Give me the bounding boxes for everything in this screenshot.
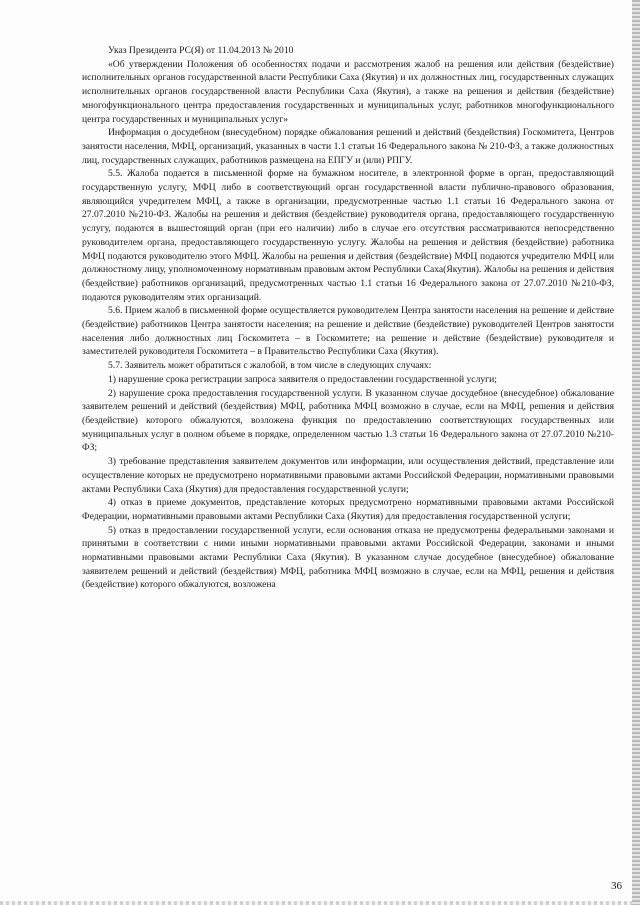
list-item-5: 5) отказ в предоставлении государственной услуги, если основания отказа не предусмотрены федеральными законами и принятыми в соответствии с ними иными нормативными правовыми актами Российской Федерации, законами и иными нормативными правовыми актами Республики Саха (Якутия). В указанном случае досудебное (внесудебное) обжалование заявителем решений и действий (бездействия) МФЦ, работника МФЦ возможно в случае, если на МФЦ, решения и действия (бездействие) которого обжалуются, возложена	[82, 524, 614, 591]
page-number: 36	[611, 880, 622, 892]
decree-title: «Об утверждении Положения об особенностях подачи и рассмотрения жалоб на решения или действия (бездействие) исполнительных органов государственной власти Республики Саха (Якутия) и их должностных лиц, государственных служащих исполнительных органов государственной власти Республики Саха (Якутия), а также на решения и действия (бездействие) многофункционального центра предоставления государственных и муниципальных услуг, работников многофункционального центра государственных и муниципальных услуг»	[82, 58, 614, 125]
list-item-3: 3) требование представления заявителем документов или информации, или осуществления действий, представление или осуществление которых не предусмотрено нормативными правовыми актами Российской Федерации, нормативными правовыми актами Республики Саха (Якутия) для предоставления государственной услуги;	[82, 456, 614, 495]
scan-edge-bottom	[0, 901, 632, 905]
decree-reference: Указ Президента РС(Я) от 11.04.2013 № 2010	[108, 45, 294, 56]
paragraph-5-6: 5.6. Прием жалоб в письменной форме осуществляется руководителем Центра занятости населения на решение и действие (бездействие) работников Центра занятости населения; на решение и действие (бездействие) руководителей Центров занятости населения либо должностных лиц Госкомитета – в Госкомитете; на решение и действие (бездействие) руководителя и заместителей руководителя Госкомитета – в Правительство Республики Саха (Якутия).	[82, 305, 614, 358]
paragraph-5-7: 5.7. Заявитель может обратиться с жалобой, в том числе в следующих случаях:	[108, 360, 432, 372]
list-item-1: 1) нарушение срока регистрации запроса заявителя о предоставлении государственной услуги;	[108, 373, 497, 385]
paragraph-5-5: 5.5. Жалоба подается в письменной форме на бумажном носителе, в электронной форме в орган, предоставляющий государственную услугу, МФЦ либо в соответствующий орган государственной власти публично-правового образования, являющийся учредителем МФЦ, а также в организации, предусмотренные частью 1.1 статьи 16 Федерального закона от 27.07.2010 №210-ФЗ. Жалобы на решения и действия (бездействие) руководителя органа, предоставляющего государственную услугу, подаются в вышестоящий орган (при его наличии) либо в случае его отсутствия рассматриваются непосредственно руководителем органа, предоставляющего государственную услугу. Жалобы на решения и действия (бездействие) работника МФЦ подаются руководителю этого МФЦ. Жалобы на решения и действия (бездействие) МФЦ подаются учредителю МФЦ или должностному лицу, уполномоченному нормативным правовым актом Республики Саха(Якутия). Жалобы на решения и действия (бездействие) работников организаций, предусмотренных частью 1.1 статьи 16 Федерального закона от 27.07.2010 №210-ФЗ, подаются руководителям этих организаций.	[82, 168, 614, 303]
list-item-2: 2) нарушение срока предоставления государственной услуги. В указанном случае досудебное (внесудебное) обжалование заявителем решений и действий (бездействия) МФЦ, работника МФЦ возможно в случае, если на МФЦ, решения и действия (бездействие) которого обжалуются, возложена функция по предоставлению соответствующих государственных или муниципальных услуг в полном объеме в порядке, определенном частью 1.3 статьи 16 Федерального закона от 27.07.2010 №210-ФЗ;	[82, 387, 614, 454]
paragraph-appeal-info: Информация о досудебном (внесудебном) порядке обжалования решений и действий (бездействия) Госкомитета, Центров занятости населения, МФЦ, организаций, указанных в части 1.1 статьи 16 Федерального закона № 210-ФЗ, а также должностных лиц, государственных служащих, работников размещена на ЕПГУ и (или) РПГУ.	[82, 127, 614, 166]
document-body	[82, 44, 614, 592]
list-item-4: 4) отказ в приеме документов, представление которых предусмотрено нормативными правовыми актами Российской Федерации, нормативными правовыми актами Республики Саха (Якутия) для предоставления государственной услуги;	[82, 497, 614, 522]
scan-edge-right	[632, 0, 640, 905]
